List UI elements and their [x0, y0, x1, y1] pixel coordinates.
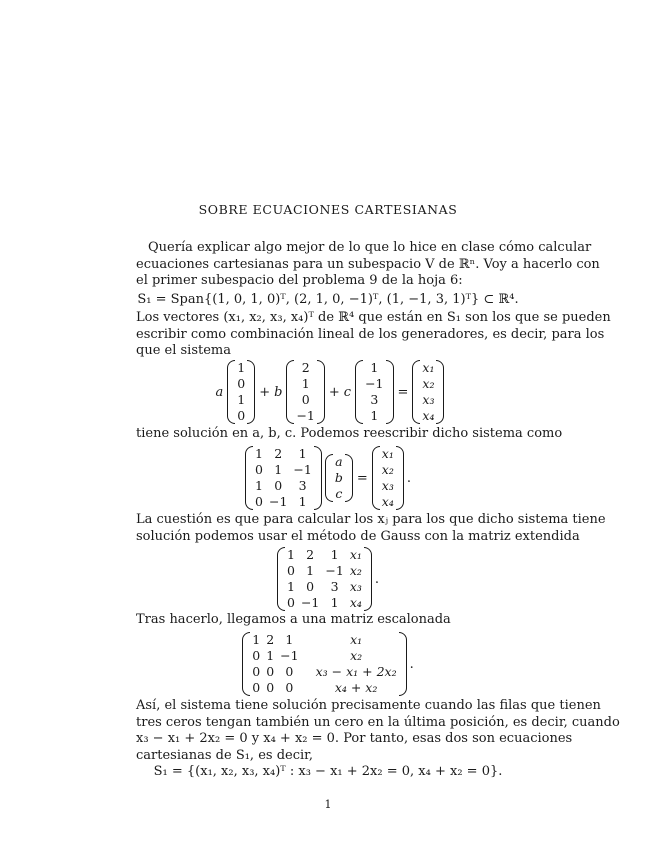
matrix-cell: 1	[286, 579, 295, 594]
matrix-cell: 2	[274, 446, 283, 461]
vector-generator-1	[227, 360, 255, 424]
matrix-cell: 0	[285, 680, 294, 695]
matrix-cell: 0	[255, 494, 263, 509]
matrix-system	[136, 446, 520, 510]
text-line: Quería explicar algo mejor de lo que lo hice en clase cómo calcular	[148, 240, 592, 255]
matrix-cell: x₂	[422, 376, 435, 391]
matrix-cell: 1	[285, 632, 294, 647]
extended-matrix	[277, 547, 372, 611]
paragraph-gauss	[136, 512, 606, 545]
paragraph-conclusion	[136, 698, 620, 764]
matrix-cell: 0	[286, 595, 295, 610]
matrix-cell: 2	[306, 547, 315, 562]
matrix-cell: 1	[237, 360, 246, 375]
matrix-cell: 0	[237, 408, 246, 423]
matrix-cell: x₂	[381, 462, 394, 477]
paragraph-vectors	[136, 310, 611, 360]
paragraph-echelon	[136, 612, 520, 629]
matrix-cell: x₃ − x₁ + 2x₂	[315, 664, 397, 679]
linear-combination-system	[136, 360, 520, 424]
coefficient-b: b	[274, 384, 283, 400]
matrix-cell: −1	[365, 376, 384, 391]
matrix-cell: 0	[252, 664, 261, 679]
matrix-cell: −1	[280, 648, 299, 663]
matrix-cell: 1	[255, 478, 263, 493]
matrix-cell: −1	[300, 595, 320, 610]
matrix-cell: −1	[268, 494, 288, 509]
matrix-cell: 0	[306, 579, 315, 594]
text-line: tres ceros tengan también un cero en la última posición, es decir, cuando	[136, 714, 620, 730]
matrix-cell: 0	[237, 376, 246, 391]
matrix-cell: x₃	[381, 478, 394, 493]
text-line: La cuestión es que para calcular los xⱼ para los que dicho sistema tiene	[136, 512, 606, 527]
matrix-cell: 1	[330, 547, 339, 562]
matrix-cell: 0	[266, 664, 275, 679]
matrix-cell: 1	[330, 595, 339, 610]
matrix-cell: 0	[266, 680, 275, 695]
extended-matrix-block	[136, 547, 520, 611]
matrix-cell: x₂	[349, 563, 362, 578]
matrix-cell: 3	[298, 478, 307, 493]
matrix-cell: x₂	[350, 648, 363, 663]
vector-generator-2	[286, 360, 324, 424]
matrix-cell: 1	[252, 632, 261, 647]
matrix-cell: 1	[286, 547, 295, 562]
paragraph-solution	[136, 426, 563, 443]
document-title: SOBRE ECUACIONES CARTESIANAS	[198, 202, 458, 217]
text-line: Los vectores (x₁, x₂, x₃, x₄)ᵀ de ℝ⁴ que están en S₁ son los que se pueden	[136, 310, 611, 325]
matrix-cell: 0	[301, 392, 310, 407]
period: .	[406, 470, 411, 486]
text-line: escribir como combinación lineal de los generadores, es decir, para los	[136, 326, 605, 342]
echelon-matrix	[242, 632, 406, 696]
matrix-cell: x₁	[381, 446, 394, 461]
vector-abc	[325, 454, 353, 502]
matrix-cell: 0	[255, 462, 263, 477]
matrix-cell: 1	[301, 376, 310, 391]
matrix-cell: 2	[266, 632, 275, 647]
matrix-cell: 2	[301, 360, 310, 375]
matrix-cell: a	[335, 454, 343, 469]
matrix-cell: 0	[286, 563, 295, 578]
matrix-cell: 1	[266, 648, 275, 663]
period: .	[409, 656, 414, 672]
matrix-cell: x₃	[349, 579, 362, 594]
matrix-cell: 1	[370, 408, 379, 423]
coefficient-a: a	[215, 384, 224, 400]
matrix-cell: 1	[255, 446, 263, 461]
matrix-cell: 3	[330, 579, 339, 594]
matrix-cell: 0	[274, 478, 283, 493]
text-line: solución podemos usar el método de Gauss con la matriz extendida	[136, 528, 580, 544]
matrix-cell: x₄	[422, 408, 435, 423]
text-line: Tras hacerlo, llegamos a una matriz escalonada	[136, 612, 451, 627]
text-line: el primer subespacio del problema 9 de la hoja 6:	[136, 273, 463, 288]
matrix-cell: 0	[252, 648, 261, 663]
matrix-cell: 1	[237, 392, 246, 407]
text-line: ecuaciones cartesianas para un subespacio V de ℝⁿ. Voy a hacerlo con	[136, 256, 600, 272]
text-line: Así, el sistema tiene solución precisamente cuando las filas que tienen	[136, 698, 601, 713]
matrix-cell: 0	[252, 680, 261, 695]
equation-span: S₁ = Span{(1, 0, 1, 0)ᵀ, (2, 1, 0, −1)ᵀ, (1, −1, 3, 1)ᵀ} ⊂ ℝ⁴.	[137, 292, 519, 307]
matrix-cell: x₄ + x₂	[334, 680, 378, 695]
page-number: 1	[324, 798, 332, 811]
equals-sign: =	[356, 470, 368, 486]
vector-x	[372, 446, 404, 510]
matrix-cell: 0	[285, 664, 294, 679]
equation-cartesian: S₁ = {(x₁, x₂, x₃, x₄)ᵀ : x₃ − x₁ + 2x₂ = 0, x₄ + x₂ = 0}.	[153, 764, 503, 779]
vector-generator-3	[355, 360, 393, 424]
matrix-cell: x₁	[422, 360, 435, 375]
period: .	[374, 571, 380, 587]
matrix-cell: 1	[298, 494, 307, 509]
matrix-cell: x₃	[422, 392, 435, 407]
paragraph-intro	[136, 240, 600, 290]
matrix-cell: c	[335, 486, 343, 501]
vector-x	[412, 360, 444, 424]
matrix-cell: x₁	[350, 632, 363, 647]
matrix-cell: 3	[370, 392, 379, 407]
coefficient-matrix	[245, 446, 322, 510]
matrix-cell: −1	[293, 462, 312, 477]
echelon-matrix-block	[136, 632, 520, 696]
matrix-cell: 1	[370, 360, 379, 375]
matrix-cell: −1	[296, 408, 315, 423]
plus-sign: +	[328, 384, 340, 400]
equals-sign: =	[397, 384, 409, 400]
matrix-cell: 1	[298, 446, 307, 461]
matrix-cell: x₄	[349, 595, 362, 610]
text-line: tiene solución en a, b, c. Podemos reescribir dicho sistema como	[136, 426, 563, 441]
text-line: cartesianas de S₁, es decir,	[136, 747, 314, 763]
matrix-cell: −1	[325, 563, 344, 578]
plus-sign: +	[259, 384, 271, 400]
matrix-cell: x₄	[381, 494, 394, 509]
matrix-cell: 1	[274, 462, 283, 477]
matrix-cell: x₁	[349, 547, 362, 562]
text-line: x₃ − x₁ + 2x₂ = 0 y x₄ + x₂ = 0. Por tanto, esas dos son ecuaciones	[136, 731, 573, 746]
matrix-cell: 1	[306, 563, 315, 578]
matrix-cell: b	[334, 470, 343, 485]
text-line: que el sistema	[136, 343, 231, 358]
coefficient-c: c	[343, 384, 352, 400]
